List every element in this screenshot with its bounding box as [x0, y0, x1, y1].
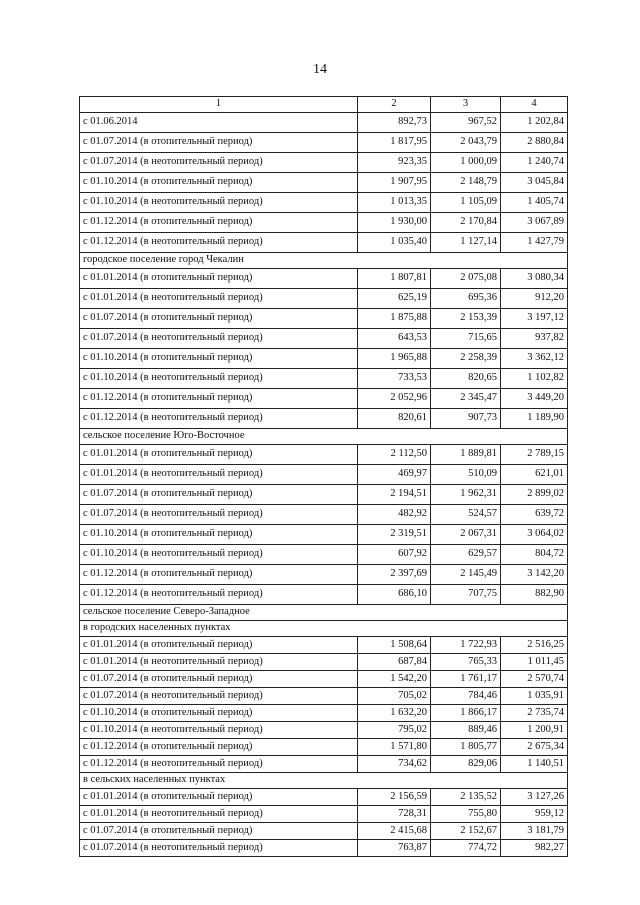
value-col-2: 1 035,40	[358, 233, 431, 253]
value-col-2: 1 817,95	[358, 133, 431, 153]
value-col-3: 2 153,39	[431, 309, 501, 329]
section-label: в сельских населенных пунктах	[80, 773, 501, 789]
value-col-4: 912,20	[501, 289, 568, 309]
header-col-3: 3	[431, 97, 501, 113]
period-label: с 01.07.2014 (в неотопительный период)	[80, 329, 358, 349]
value-col-3: 510,09	[431, 465, 501, 485]
section-label: сельское поселение Северо-Западное	[80, 605, 501, 621]
value-col-3: 784,46	[431, 688, 501, 705]
tariff-table	[79, 96, 568, 857]
table-row	[80, 823, 568, 840]
period-label: с 01.01.2014 (в неотопительный период)	[80, 654, 358, 671]
table-row	[80, 705, 568, 722]
header-col-2: 2	[358, 97, 431, 113]
value-col-2: 1 508,64	[358, 637, 431, 654]
value-col-2: 643,53	[358, 329, 431, 349]
value-col-4: 2 516,25	[501, 637, 568, 654]
value-col-3: 524,57	[431, 505, 501, 525]
table-row	[80, 113, 568, 133]
value-col-2: 2 194,51	[358, 485, 431, 505]
value-col-4: 804,72	[501, 545, 568, 565]
value-col-2: 733,53	[358, 369, 431, 389]
period-label: с 01.12.2014 (в неотопительный период)	[80, 756, 358, 773]
table-row	[80, 233, 568, 253]
table-row	[80, 688, 568, 705]
period-label: с 01.10.2014 (в отопительный период)	[80, 705, 358, 722]
value-col-2: 469,97	[358, 465, 431, 485]
value-col-2: 2 052,96	[358, 389, 431, 409]
value-col-2: 728,31	[358, 806, 431, 823]
value-col-4: 639,72	[501, 505, 568, 525]
table-body	[80, 113, 568, 857]
table-row	[80, 505, 568, 525]
table-row	[80, 269, 568, 289]
table-row	[80, 193, 568, 213]
period-label: с 01.07.2014 (в отопительный период)	[80, 823, 358, 840]
value-col-3: 2 258,39	[431, 349, 501, 369]
table-row	[80, 309, 568, 329]
value-col-4: 3 067,89	[501, 213, 568, 233]
section-empty-cell	[501, 605, 568, 621]
value-col-2: 2 397,69	[358, 565, 431, 585]
value-col-2: 1 542,20	[358, 671, 431, 688]
table-row	[80, 756, 568, 773]
value-col-2: 1 571,80	[358, 739, 431, 756]
value-col-4: 1 189,90	[501, 409, 568, 429]
value-col-2: 1 930,00	[358, 213, 431, 233]
value-col-4: 1 200,91	[501, 722, 568, 739]
value-col-4: 3 181,79	[501, 823, 568, 840]
value-col-4: 621,01	[501, 465, 568, 485]
value-col-4: 959,12	[501, 806, 568, 823]
value-col-3: 765,33	[431, 654, 501, 671]
period-label: с 01.12.2014 (в неотопительный период)	[80, 585, 358, 605]
value-col-3: 2 067,31	[431, 525, 501, 545]
value-col-3: 2 145,49	[431, 565, 501, 585]
period-label: с 01.07.2014 (в неотопительный период)	[80, 505, 358, 525]
value-col-3: 2 170,84	[431, 213, 501, 233]
value-col-3: 820,65	[431, 369, 501, 389]
value-col-2: 2 156,59	[358, 789, 431, 806]
period-label: с 01.12.2014 (в отопительный период)	[80, 739, 358, 756]
period-label: с 01.01.2014 (в отопительный период)	[80, 269, 358, 289]
value-col-4: 3 064,02	[501, 525, 568, 545]
value-col-3: 1 962,31	[431, 485, 501, 505]
value-col-3: 1 000,09	[431, 153, 501, 173]
section-empty-cell	[501, 773, 568, 789]
value-col-2: 687,84	[358, 654, 431, 671]
period-label: с 01.07.2014 (в отопительный период)	[80, 485, 358, 505]
value-col-4: 2 735,74	[501, 705, 568, 722]
table-row	[80, 806, 568, 823]
section-row	[80, 621, 568, 637]
table-row	[80, 840, 568, 857]
value-col-3: 695,36	[431, 289, 501, 309]
period-label: с 01.07.2014 (в неотопительный период)	[80, 153, 358, 173]
header-col-4: 4	[501, 97, 568, 113]
value-col-4: 1 035,91	[501, 688, 568, 705]
value-col-4: 2 675,34	[501, 739, 568, 756]
section-row	[80, 773, 568, 789]
value-col-3: 774,72	[431, 840, 501, 857]
value-col-4: 3 045,84	[501, 173, 568, 193]
value-col-4: 2 789,15	[501, 445, 568, 465]
section-empty-cell	[501, 253, 568, 269]
value-col-3: 755,80	[431, 806, 501, 823]
section-row	[80, 253, 568, 269]
value-col-3: 889,46	[431, 722, 501, 739]
value-col-3: 967,52	[431, 113, 501, 133]
period-label: с 01.10.2014 (в неотопительный период)	[80, 193, 358, 213]
value-col-2: 1 965,88	[358, 349, 431, 369]
value-col-4: 2 570,74	[501, 671, 568, 688]
table-row	[80, 722, 568, 739]
value-col-4: 1 102,82	[501, 369, 568, 389]
period-label: с 01.12.2014 (в отопительный период)	[80, 213, 358, 233]
period-label: с 01.10.2014 (в отопительный период)	[80, 173, 358, 193]
value-col-4: 3 127,26	[501, 789, 568, 806]
table-row	[80, 173, 568, 193]
value-col-2: 705,02	[358, 688, 431, 705]
value-col-3: 2 148,79	[431, 173, 501, 193]
value-col-3: 2 043,79	[431, 133, 501, 153]
table-row	[80, 671, 568, 688]
period-label: с 01.01.2014 (в неотопительный период)	[80, 289, 358, 309]
value-col-2: 1 875,88	[358, 309, 431, 329]
table-row	[80, 389, 568, 409]
section-empty-cell	[501, 621, 568, 637]
value-col-3: 1 127,14	[431, 233, 501, 253]
value-col-2: 2 319,51	[358, 525, 431, 545]
table-header	[80, 97, 568, 113]
period-label: с 01.01.2014 (в отопительный период)	[80, 637, 358, 654]
section-row	[80, 605, 568, 621]
value-col-4: 2 880,84	[501, 133, 568, 153]
section-label: в городских населенных пунктах	[80, 621, 501, 637]
period-label: с 01.10.2014 (в отопительный период)	[80, 349, 358, 369]
value-col-3: 629,57	[431, 545, 501, 565]
table-row	[80, 213, 568, 233]
period-label: с 01.07.2014 (в неотопительный период)	[80, 840, 358, 857]
table-row	[80, 485, 568, 505]
page-number: 14	[313, 62, 327, 77]
value-col-2: 2 112,50	[358, 445, 431, 465]
table-row	[80, 465, 568, 485]
value-col-4: 3 080,34	[501, 269, 568, 289]
period-label: с 01.12.2014 (в неотопительный период)	[80, 233, 358, 253]
value-col-4: 1 240,74	[501, 153, 568, 173]
value-col-2: 1 632,20	[358, 705, 431, 722]
value-col-3: 829,06	[431, 756, 501, 773]
table-row	[80, 369, 568, 389]
value-col-4: 3 142,20	[501, 565, 568, 585]
period-label: с 01.07.2014 (в неотопительный период)	[80, 688, 358, 705]
table-row	[80, 739, 568, 756]
value-col-2: 482,92	[358, 505, 431, 525]
table-row	[80, 545, 568, 565]
value-col-3: 2 345,47	[431, 389, 501, 409]
table-row	[80, 789, 568, 806]
section-label: сельское поселение Юго-Восточное	[80, 429, 501, 445]
value-col-3: 707,75	[431, 585, 501, 605]
period-label: с 01.07.2014 (в отопительный период)	[80, 309, 358, 329]
table-row	[80, 654, 568, 671]
period-label: с 01.01.2014 (в неотопительный период)	[80, 806, 358, 823]
table-row	[80, 565, 568, 585]
value-col-2: 607,92	[358, 545, 431, 565]
value-col-4: 2 899,02	[501, 485, 568, 505]
period-label: с 01.01.2014 (в отопительный период)	[80, 445, 358, 465]
period-label: с 01.12.2014 (в отопительный период)	[80, 389, 358, 409]
value-col-3: 907,73	[431, 409, 501, 429]
table-row	[80, 329, 568, 349]
value-col-2: 734,62	[358, 756, 431, 773]
value-col-3: 1 722,93	[431, 637, 501, 654]
value-col-4: 982,27	[501, 840, 568, 857]
table-row	[80, 409, 568, 429]
value-col-2: 763,87	[358, 840, 431, 857]
period-label: с 01.01.2014 (в неотопительный период)	[80, 465, 358, 485]
table-row	[80, 445, 568, 465]
value-col-4: 882,90	[501, 585, 568, 605]
value-col-2: 1 013,35	[358, 193, 431, 213]
value-col-3: 1 866,17	[431, 705, 501, 722]
value-col-3: 1 761,17	[431, 671, 501, 688]
period-label: с 01.12.2014 (в неотопительный период)	[80, 409, 358, 429]
value-col-2: 892,73	[358, 113, 431, 133]
value-col-2: 2 415,68	[358, 823, 431, 840]
period-label: с 01.10.2014 (в неотопительный период)	[80, 369, 358, 389]
period-label: с 01.06.2014	[80, 113, 358, 133]
value-col-4: 937,82	[501, 329, 568, 349]
table-row	[80, 525, 568, 545]
table-row	[80, 585, 568, 605]
value-col-2: 923,35	[358, 153, 431, 173]
value-col-4: 1 427,79	[501, 233, 568, 253]
section-empty-cell	[501, 429, 568, 445]
period-label: с 01.12.2014 (в отопительный период)	[80, 565, 358, 585]
period-label: с 01.10.2014 (в отопительный период)	[80, 525, 358, 545]
section-label: городское поселение город Чекалин	[80, 253, 501, 269]
value-col-2: 820,61	[358, 409, 431, 429]
value-col-3: 2 152,67	[431, 823, 501, 840]
table-row	[80, 289, 568, 309]
value-col-3: 2 075,08	[431, 269, 501, 289]
value-col-4: 1 140,51	[501, 756, 568, 773]
table-row	[80, 349, 568, 369]
value-col-3: 1 805,77	[431, 739, 501, 756]
table-row	[80, 153, 568, 173]
value-col-2: 625,19	[358, 289, 431, 309]
value-col-4: 3 449,20	[501, 389, 568, 409]
value-col-3: 715,65	[431, 329, 501, 349]
period-label: с 01.10.2014 (в неотопительный период)	[80, 722, 358, 739]
value-col-4: 1 405,74	[501, 193, 568, 213]
value-col-3: 1 105,09	[431, 193, 501, 213]
period-label: с 01.07.2014 (в отопительный период)	[80, 671, 358, 688]
header-col-1: 1	[80, 97, 358, 113]
value-col-3: 1 889,81	[431, 445, 501, 465]
period-label: с 01.10.2014 (в неотопительный период)	[80, 545, 358, 565]
value-col-2: 1 807,81	[358, 269, 431, 289]
value-col-2: 686,10	[358, 585, 431, 605]
table-row	[80, 637, 568, 654]
value-col-4: 3 197,12	[501, 309, 568, 329]
value-col-4: 1 202,84	[501, 113, 568, 133]
period-label: с 01.01.2014 (в отопительный период)	[80, 789, 358, 806]
value-col-4: 3 362,12	[501, 349, 568, 369]
value-col-4: 1 011,45	[501, 654, 568, 671]
period-label: с 01.07.2014 (в отопительный период)	[80, 133, 358, 153]
value-col-3: 2 135,52	[431, 789, 501, 806]
value-col-2: 795,02	[358, 722, 431, 739]
section-row	[80, 429, 568, 445]
header-row	[80, 97, 568, 113]
table-row	[80, 133, 568, 153]
value-col-2: 1 907,95	[358, 173, 431, 193]
